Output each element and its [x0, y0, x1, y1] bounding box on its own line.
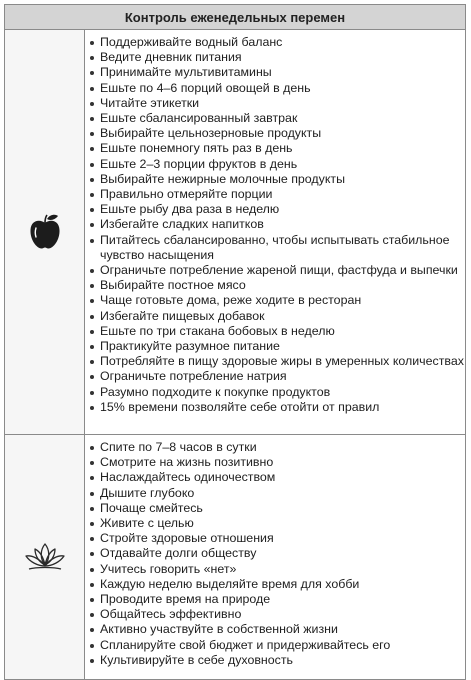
list-item: Проводите время на природе [85, 592, 465, 607]
list-item: Дышите глубоко [85, 486, 465, 501]
list-item: Смотрите на жизнь позитивно [85, 455, 465, 470]
list-item: Ограничьте потребление натрия [85, 369, 465, 384]
list-item: Избегайте пищевых добавок [85, 309, 465, 324]
list-item: Разумно подходите к покупке продуктов [85, 385, 465, 400]
list-item: Выбирайте нежирные молочные продукты [85, 172, 465, 187]
list-item: Питайтесь сбалансированно, чтобы испытывать стабильное чувство насыщения [85, 233, 465, 263]
list-item: Читайте этикетки [85, 96, 465, 111]
list-item: Ешьте по 4–6 порций овощей в день [85, 81, 465, 96]
list-item: Учитесь говорить «нет» [85, 562, 465, 577]
list-item: Ведите дневник питания [85, 50, 465, 65]
list-item: Спланируйте свой бюджет и придерживайтесь его [85, 638, 465, 653]
list-item: Избегайте сладких напитков [85, 217, 465, 232]
list-item: Каждую неделю выделяйте время для хобби [85, 577, 465, 592]
list-item: Ешьте сбалансированный завтрак [85, 111, 465, 126]
weekly-changes-table [4, 4, 466, 680]
list-item: Общайтесь эффективно [85, 607, 465, 622]
food-icon-cell [5, 30, 85, 434]
list-item: Ешьте по три стакана бобовых в неделю [85, 324, 465, 339]
list-item: Ешьте рыбу два раза в неделю [85, 202, 465, 217]
list-item: Спите по 7–8 часов в сутки [85, 440, 465, 455]
list-item: 15% времени позволяйте себе отойти от правил [85, 400, 465, 415]
list-item: Ограничьте потребление жареной пищи, фастфуда и выпечки [85, 263, 465, 278]
list-item: Почаще смейтесь [85, 501, 465, 516]
list-item: Принимайте мультивитамины [85, 65, 465, 80]
list-item: Выбирайте постное мясо [85, 278, 465, 293]
list-item: Правильно отмеряйте порции [85, 187, 465, 202]
list-item: Ешьте 2–3 порции фруктов в день [85, 157, 465, 172]
lotus-icon [21, 540, 69, 574]
food-list [85, 30, 465, 434]
list-item: Наслаждайтесь одиночеством [85, 470, 465, 485]
list-item: Выбирайте цельнозерновые продукты [85, 126, 465, 141]
food-section [5, 30, 465, 435]
list-item: Практикуйте разумное питание [85, 339, 465, 354]
list-item: Чаще готовьте дома, реже ходите в ресторан [85, 293, 465, 308]
lifestyle-icon-cell [5, 435, 85, 679]
list-item: Ешьте понемногу пять раз в день [85, 141, 465, 156]
list-item: Отдавайте долги обществу [85, 546, 465, 561]
apple-icon [28, 213, 62, 251]
lifestyle-section [5, 435, 465, 679]
lifestyle-list [85, 435, 465, 679]
list-item: Активно участвуйте в собственной жизни [85, 622, 465, 637]
table-title: Контроль еженедельных перемен [5, 5, 465, 30]
list-item: Живите с целью [85, 516, 465, 531]
list-item: Культивируйте в себе духовность [85, 653, 465, 668]
list-item: Стройте здоровые отношения [85, 531, 465, 546]
list-item: Потребляйте в пищу здоровые жиры в умеренных количествах [85, 354, 465, 369]
list-item: Поддерживайте водный баланс [85, 35, 465, 50]
